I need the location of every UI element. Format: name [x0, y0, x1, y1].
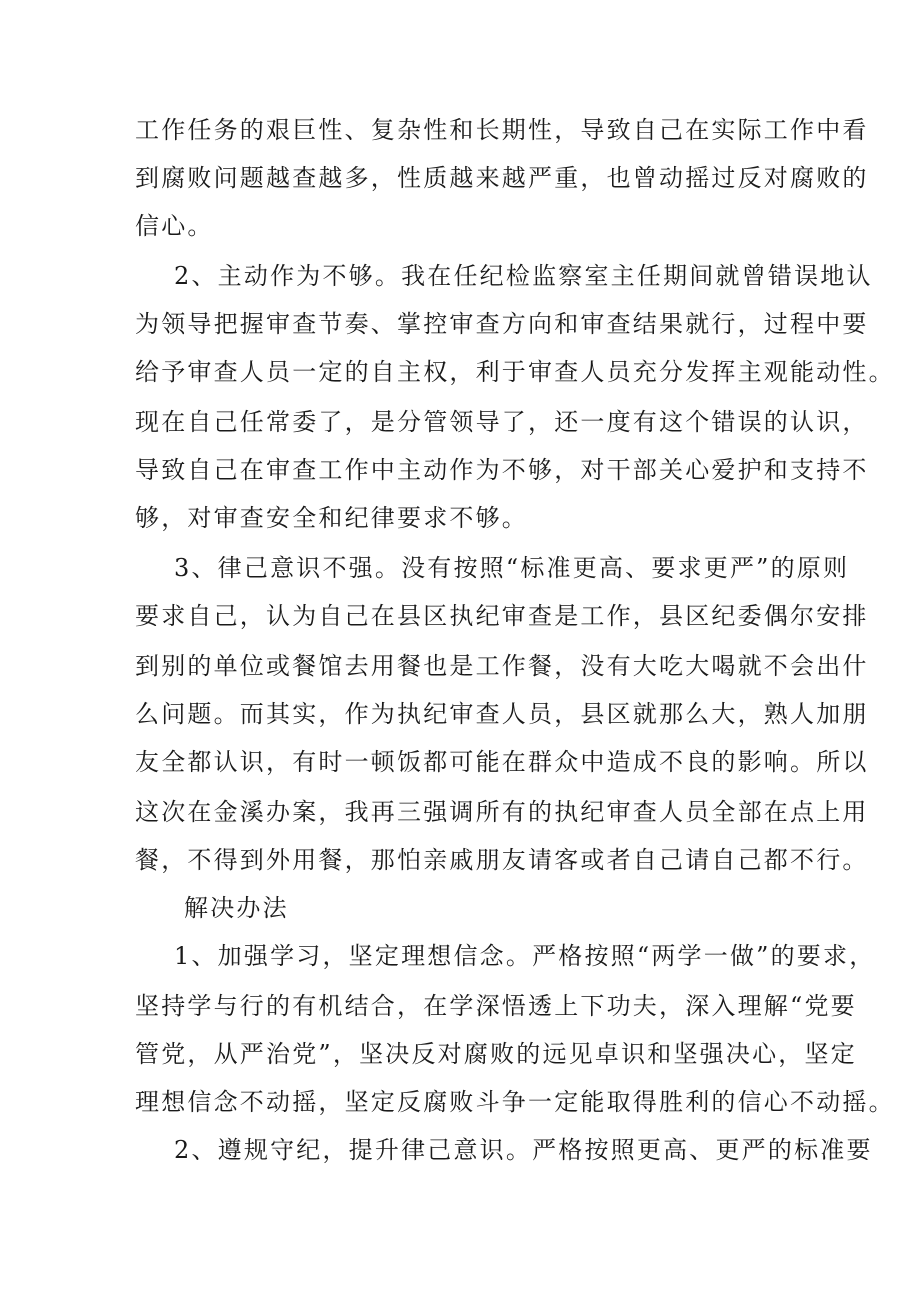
text-line: 2、遵规守纪，提升律己意识。严格按照更高、更严的标准要	[174, 1136, 873, 1164]
text-line: 管党，从严治党”，坚决反对腐败的远见卓识和坚强决心，坚定	[135, 1040, 857, 1068]
text-line: 导致自己在审查工作中主动作为不够，对干部关心爱护和支持不	[135, 456, 869, 484]
text-line: 给予审查人员一定的自主权，利于审查人员充分发挥主观能动性。	[135, 358, 895, 386]
text-line: 要求自己，认为自己在县区执纪审查是工作，县区纪委偶尔安排	[135, 602, 869, 630]
text-line: 现在自己任常委了，是分管领导了，还一度有这个错误的认识，	[135, 408, 869, 436]
text-line: 餐，不得到外用餐，那怕亲戚朋友请客或者自己请自己都不行。	[135, 846, 869, 874]
text-line: 理想信念不动摇，坚定反腐败斗争一定能取得胜利的信心不动摇。	[135, 1088, 895, 1116]
text-line: 坚持学与行的有机结合，在学深悟透上下功夫，深入理解“党要	[135, 992, 857, 1020]
text-line: 到别的单位或餐馆去用餐也是工作餐，没有大吃大喝就不会出什	[135, 652, 869, 680]
text-line: 1、加强学习，坚定理想信念。严格按照“两学一做”的要求，	[174, 942, 876, 970]
text-line: 友全都认识，有时一顿饭都可能在群众中造成不良的影响。所以	[135, 748, 869, 776]
text-line: 为领导把握审查节奏、掌控审查方向和审查结果就行，过程中要	[135, 310, 869, 338]
text-line: 到腐败问题越查越多，性质越来越严重，也曾动摇过反对腐败的	[135, 164, 869, 192]
text-line: 这次在金溪办案，我再三强调所有的执纪审查人员全部在点上用	[135, 798, 869, 826]
section-heading: 解决办法	[184, 894, 289, 922]
text-line: 工作任务的艰巨性、复杂性和长期性，导致自己在实际工作中看	[135, 116, 869, 144]
text-line: 2、主动作为不够。我在任纪检监察室主任期间就曾错误地认	[174, 262, 873, 290]
text-line: 信心。	[135, 212, 214, 240]
text-line: 够，对审查安全和纪律要求不够。	[135, 504, 528, 532]
text-line: 么问题。而其实，作为执纪审查人员，县区就那么大，熟人加朋	[135, 700, 869, 728]
text-line: 3、律己意识不强。没有按照“标准更高、要求更严”的原则	[174, 554, 850, 582]
